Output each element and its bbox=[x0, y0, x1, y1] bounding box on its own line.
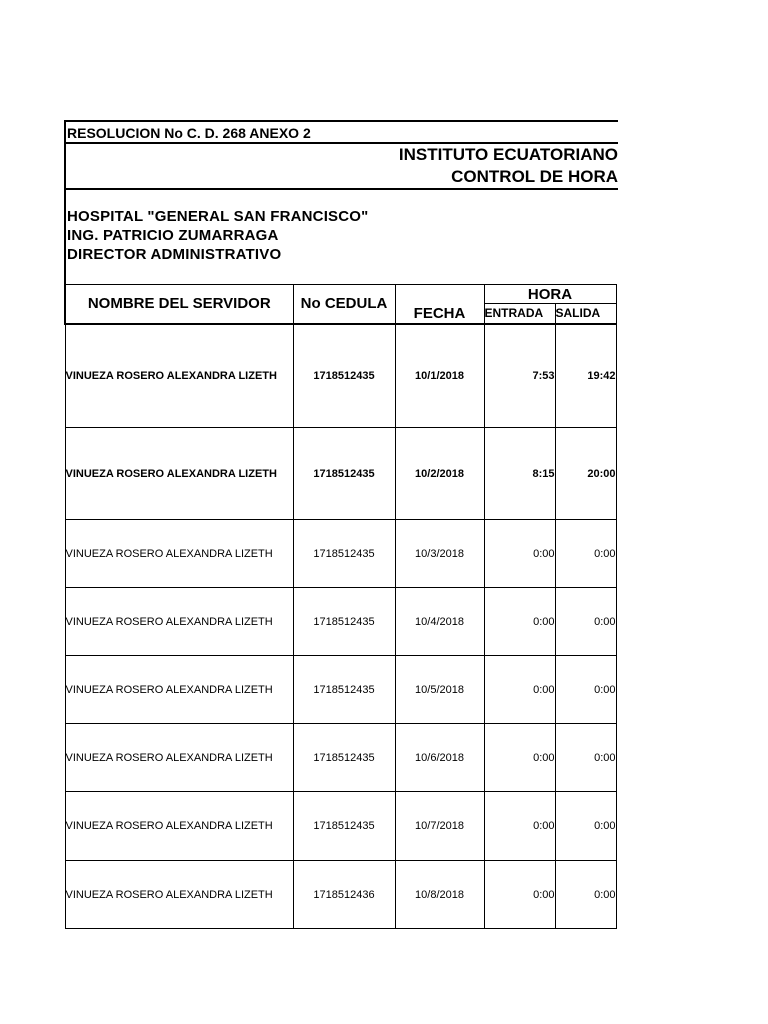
table-row bbox=[65, 724, 616, 792]
cell-cedula: 1718512435 bbox=[293, 656, 395, 724]
cell-nombre: VINUEZA ROSERO ALEXANDRA LIZETH bbox=[65, 861, 293, 929]
director-title: DIRECTOR ADMINISTRATIVO bbox=[67, 246, 282, 263]
header-nombre: NOMBRE DEL SERVIDOR bbox=[65, 285, 293, 324]
table-row bbox=[65, 792, 616, 861]
cell-entrada: 8:15 bbox=[484, 428, 555, 520]
table-row bbox=[65, 520, 616, 588]
cell-salida: 0:00 bbox=[555, 588, 616, 656]
cell-salida: 0:00 bbox=[555, 861, 616, 929]
cell-cedula: 1718512435 bbox=[293, 324, 395, 428]
cell-fecha: 10/7/2018 bbox=[395, 792, 484, 861]
control-title: CONTROL DE HORA bbox=[451, 167, 618, 186]
cell-fecha: 10/1/2018 bbox=[395, 324, 484, 428]
cell-nombre: VINUEZA ROSERO ALEXANDRA LIZETH bbox=[65, 656, 293, 724]
attendance-table bbox=[64, 284, 617, 929]
cell-entrada: 7:53 bbox=[484, 324, 555, 428]
cell-nombre: VINUEZA ROSERO ALEXANDRA LIZETH bbox=[65, 588, 293, 656]
table-row bbox=[65, 428, 616, 520]
table-row bbox=[65, 588, 616, 656]
cell-salida: 0:00 bbox=[555, 724, 616, 792]
cell-nombre: VINUEZA ROSERO ALEXANDRA LIZETH bbox=[65, 724, 293, 792]
cell-cedula: 1718512435 bbox=[293, 520, 395, 588]
cell-cedula: 1718512435 bbox=[293, 588, 395, 656]
header-salida: SALIDA bbox=[555, 304, 616, 324]
cell-fecha: 10/5/2018 bbox=[395, 656, 484, 724]
table-row bbox=[65, 324, 616, 428]
cell-entrada: 0:00 bbox=[484, 588, 555, 656]
resolucion-row bbox=[64, 120, 618, 144]
cell-cedula: 1718512436 bbox=[293, 861, 395, 929]
resolucion-label: RESOLUCION No C. D. 268 ANEXO 2 bbox=[67, 125, 311, 141]
table-row bbox=[65, 656, 616, 724]
cell-salida: 0:00 bbox=[555, 792, 616, 861]
cell-salida: 0:00 bbox=[555, 520, 616, 588]
header-hora: HORA bbox=[484, 285, 616, 304]
cell-fecha: 10/3/2018 bbox=[395, 520, 484, 588]
cell-entrada: 0:00 bbox=[484, 520, 555, 588]
cell-nombre: VINUEZA ROSERO ALEXANDRA LIZETH bbox=[65, 792, 293, 861]
info-block bbox=[64, 188, 618, 286]
cell-cedula: 1718512435 bbox=[293, 724, 395, 792]
cell-nombre: VINUEZA ROSERO ALEXANDRA LIZETH bbox=[65, 428, 293, 520]
cell-cedula: 1718512435 bbox=[293, 792, 395, 861]
cell-nombre: VINUEZA ROSERO ALEXANDRA LIZETH bbox=[65, 520, 293, 588]
table-row bbox=[65, 861, 616, 929]
cell-salida: 19:42 bbox=[555, 324, 616, 428]
cell-entrada: 0:00 bbox=[484, 861, 555, 929]
cell-cedula: 1718512435 bbox=[293, 428, 395, 520]
hospital-name: HOSPITAL "GENERAL SAN FRANCISCO" bbox=[67, 208, 369, 225]
cell-entrada: 0:00 bbox=[484, 792, 555, 861]
header-fecha-top bbox=[395, 285, 484, 304]
title-block bbox=[64, 142, 618, 190]
header-entrada: ENTRADA bbox=[484, 304, 555, 324]
cell-salida: 0:00 bbox=[555, 656, 616, 724]
cell-salida: 20:00 bbox=[555, 428, 616, 520]
engineer-name: ING. PATRICIO ZUMARRAGA bbox=[67, 227, 279, 244]
cell-fecha: 10/2/2018 bbox=[395, 428, 484, 520]
cell-entrada: 0:00 bbox=[484, 724, 555, 792]
cell-entrada: 0:00 bbox=[484, 656, 555, 724]
header-cedula: No CEDULA bbox=[293, 285, 395, 324]
header-fecha: FECHA bbox=[395, 304, 484, 324]
institute-title: INSTITUTO ECUATORIANO bbox=[398, 145, 618, 164]
cell-fecha: 10/8/2018 bbox=[395, 861, 484, 929]
cell-fecha: 10/6/2018 bbox=[395, 724, 484, 792]
cell-nombre: VINUEZA ROSERO ALEXANDRA LIZETH bbox=[65, 324, 293, 428]
cell-fecha: 10/4/2018 bbox=[395, 588, 484, 656]
